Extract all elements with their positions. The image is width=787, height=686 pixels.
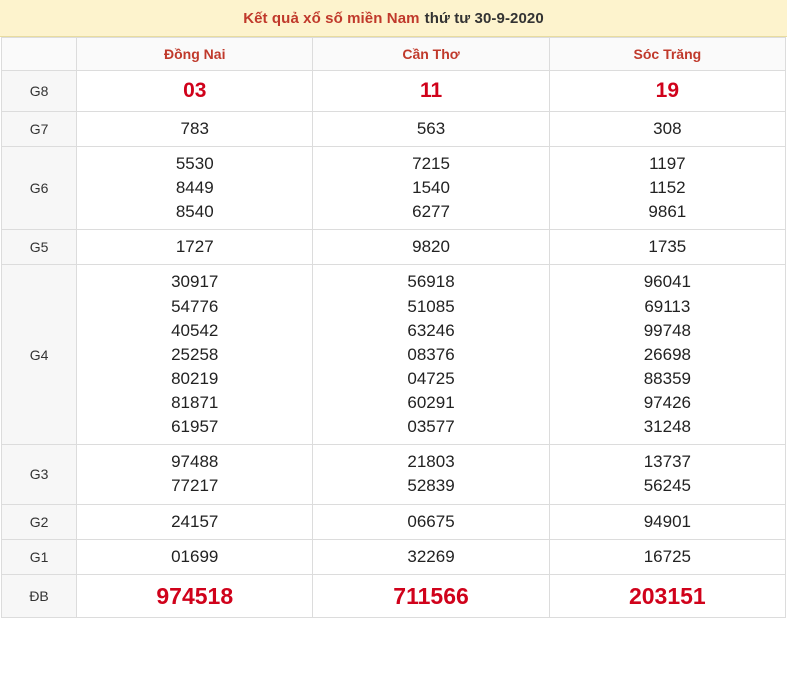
prize-number: 9820 [412,237,450,257]
prize-label: G8 [2,71,77,112]
prize-numbers-cell [77,539,313,574]
prize-number: 19 [655,79,680,102]
prize-number: 25258 [171,344,219,364]
table-row [2,445,786,504]
prize-numbers-cell [77,445,313,504]
prize-number: 60291 [407,393,455,413]
prize-numbers-cell [313,265,549,445]
prize-label: G5 [2,230,77,265]
prize-number: 99748 [643,320,691,340]
prize-numbers-cell [549,574,785,618]
prize-numbers-cell [313,574,549,618]
prize-number: 9861 [648,202,687,222]
table-row [2,574,786,618]
prize-number: 32269 [407,546,455,566]
prize-numbers-cell [313,445,549,504]
prize-number: 8540 [175,202,214,222]
prize-number: 783 [180,118,209,138]
prize-number: 56245 [643,476,691,496]
table-header-row [2,38,786,71]
column-header-province-3: Sóc Trăng [549,38,785,71]
prize-numbers-cell [77,71,313,112]
prize-number: 06675 [407,511,455,531]
table-row [2,71,786,112]
prize-number: 30917 [171,272,219,292]
prize-numbers-cell [549,111,785,146]
prize-label: G4 [2,265,77,445]
prize-numbers-cell [549,71,785,112]
prize-numbers-cell [313,111,549,146]
prize-label: G7 [2,111,77,146]
prize-number: 1540 [412,178,450,198]
prize-numbers-cell [77,504,313,539]
prize-number: 80219 [171,368,219,388]
page-title: Kết quả xổ số miền Nam [243,9,420,27]
column-header-province-1: Đồng Nai [77,38,313,71]
prize-numbers-cell [549,146,785,229]
prize-numbers-cell [313,230,549,265]
prize-label: G3 [2,445,77,504]
prize-number: 54776 [171,296,219,316]
prize-number: 03577 [407,417,455,437]
prize-number: 40542 [171,320,219,340]
prize-number: 1152 [649,178,686,198]
prize-number: 21803 [407,452,455,472]
prize-number: 24157 [171,511,219,531]
table-body [2,71,786,618]
prize-number: 16725 [643,546,691,566]
prize-number: 52839 [407,476,455,496]
prize-number: 77217 [171,476,219,496]
prize-number: 97426 [643,393,691,413]
prize-number: 08376 [407,344,455,364]
prize-numbers-cell [313,504,549,539]
table-header [2,38,786,71]
prize-number: 56918 [407,272,455,292]
prize-numbers-cell [77,146,313,229]
prize-numbers-cell [313,146,549,229]
prize-number: 974518 [156,582,234,609]
prize-number: 61957 [171,417,219,437]
prize-label: G2 [2,504,77,539]
prize-number: 8449 [175,178,214,198]
prize-label: G6 [2,146,77,229]
prize-number: 203151 [628,582,706,609]
table-row [2,504,786,539]
prize-number: 1197 [649,153,686,173]
prize-numbers-cell [77,574,313,618]
prize-number: 63246 [407,320,455,340]
page-title-bar [0,0,787,37]
prize-number: 11 [419,79,443,102]
prize-number: 13737 [643,452,691,472]
prize-numbers-cell [77,265,313,445]
prize-number: 01699 [171,546,219,566]
column-header-corner [2,38,77,71]
table-row [2,230,786,265]
prize-number: 308 [653,118,682,138]
prize-numbers-cell [77,230,313,265]
prize-number: 96041 [643,272,691,292]
prize-number: 26698 [643,344,691,364]
lottery-results-table [1,37,786,618]
table-row [2,111,786,146]
prize-numbers-cell [313,539,549,574]
prize-numbers-cell [549,539,785,574]
prize-number: 1735 [648,237,687,257]
prize-number: 81871 [171,393,219,413]
table-row [2,539,786,574]
table-row [2,265,786,445]
prize-number: 711566 [393,582,469,609]
prize-number: 94901 [643,511,691,531]
prize-number: 97488 [171,452,219,472]
prize-label: ĐB [2,574,77,618]
prize-numbers-cell [549,230,785,265]
prize-numbers-cell [549,445,785,504]
prize-numbers-cell [549,265,785,445]
prize-number: 04725 [407,368,455,388]
prize-number: 88359 [643,368,691,388]
prize-number: 5530 [175,153,214,173]
page-subtitle: thứ tư 30-9-2020 [424,9,544,27]
prize-number: 6277 [412,202,450,222]
prize-number: 03 [183,79,207,102]
column-header-province-2: Cần Thơ [313,38,549,71]
prize-numbers-cell [313,71,549,112]
prize-label: G1 [2,539,77,574]
prize-number: 31248 [643,417,691,437]
prize-number: 69113 [644,296,691,316]
table-row [2,146,786,229]
prize-number: 1727 [175,237,214,257]
prize-number: 563 [416,118,446,138]
prize-numbers-cell [77,111,313,146]
prize-numbers-cell [549,504,785,539]
prize-number: 51085 [407,296,455,316]
prize-number: 7215 [412,153,450,173]
